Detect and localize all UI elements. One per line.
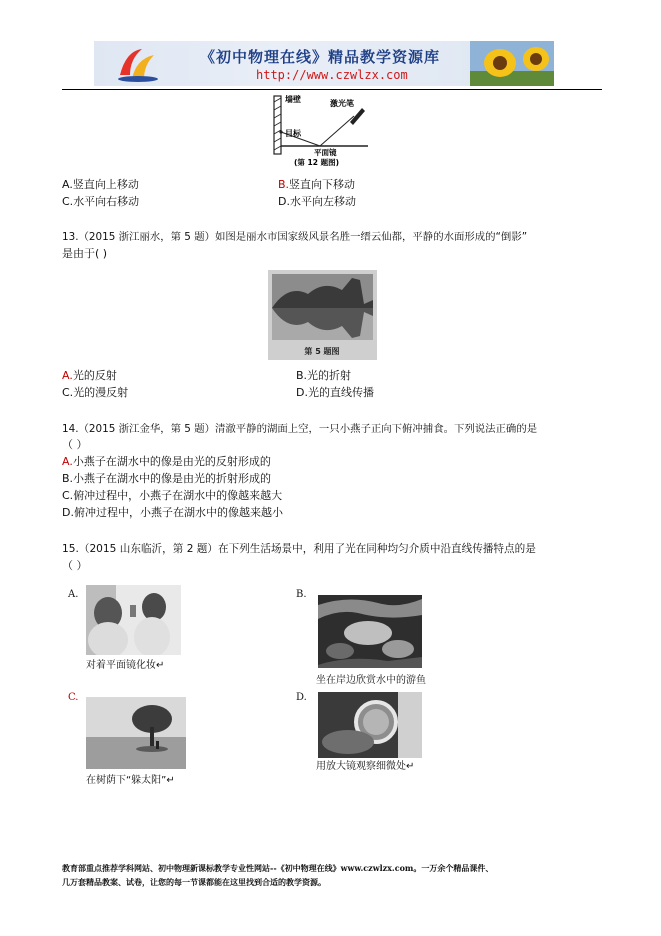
option-text: 竖直向下移动 xyxy=(289,178,356,191)
option-letter: C. xyxy=(62,386,74,399)
q15-stem-line2: （ ） xyxy=(62,559,88,572)
footer-line2: 几万套精品教案、试卷，让您的每一节课都能在这里找到合适的教学资源。 xyxy=(62,877,326,887)
q13-option-c xyxy=(62,386,128,400)
option-text: 光的折射 xyxy=(307,369,352,382)
header-title: 《初中物理在线》精品教学资源库 xyxy=(200,48,441,66)
q15-stem-line1: 15.（2015 山东临沂，第 2 题）在下列生活场景中，利用了光在同种均匀介质中沿直线传播特点的是 xyxy=(62,543,536,555)
q14-option-b xyxy=(62,472,271,486)
sunflower-icon xyxy=(470,41,554,86)
option-text: 竖直向上移动 xyxy=(72,178,139,191)
q15-option-a-photo xyxy=(86,585,181,655)
option-letter: A. xyxy=(62,455,73,468)
option-letter: B. xyxy=(62,472,74,485)
site-logo-icon xyxy=(116,45,160,83)
q13-stem-line1: 13.（2015 浙江丽水，第 5 题）如图是丽水市国家级风景名胜一缙云仙都，平静的水面形成的“倒影” xyxy=(62,231,528,243)
option-letter: C. xyxy=(62,489,74,502)
q15-option-b-letter: B. xyxy=(296,589,307,600)
target-label: 目标 xyxy=(285,129,301,138)
option-text: 俯冲过程中，小燕子在湖水中的像越来越小 xyxy=(73,506,283,519)
option-letter: D. xyxy=(296,386,308,399)
q15-option-a-letter: A. xyxy=(68,589,79,600)
q15-option-a-caption: 对着平面镜化妆↵ xyxy=(86,660,165,671)
option-text: 小燕子在湖水中的像是由光的反射形成的 xyxy=(72,455,271,468)
q15-option-d-photo xyxy=(318,692,422,758)
option-letter: B. xyxy=(278,178,290,191)
q14-option-d xyxy=(62,506,283,520)
q12-option-c xyxy=(62,195,139,209)
option-letter: D. xyxy=(62,506,74,519)
option-letter: B. xyxy=(296,369,308,382)
figure12-caption: (第 12 题图) xyxy=(294,158,340,167)
option-text: 俯冲过程中，小燕子在湖水中的像越来越大 xyxy=(73,489,283,502)
footer-line1: 教育部重点推荐学科网站、初中物理新课标教学专业性网站--《初中物理在线》www.czwlzx.com。一万余个精品课件、 xyxy=(62,863,494,873)
q15-option-d-letter: D. xyxy=(296,692,307,703)
q15-option-c-caption: 在树荫下“躲太阳”↵ xyxy=(86,775,175,786)
q13-stem-line2: 是由于( ) xyxy=(62,247,108,260)
mirror-label: 平面镜 xyxy=(314,148,337,157)
laser-label: 激光笔 xyxy=(330,99,354,108)
q14-stem-line2: （ ） xyxy=(62,438,88,451)
option-letter: A. xyxy=(62,369,73,382)
question12-figure xyxy=(268,92,386,168)
option-letter: C. xyxy=(62,195,74,208)
option-letter: A. xyxy=(62,178,73,191)
option-text: 水平向右移动 xyxy=(73,195,140,208)
figure5-caption: 第 5 题图 xyxy=(304,347,340,356)
q14-option-c xyxy=(62,489,282,503)
q15-option-d-caption: 用放大镜观察细微处↵ xyxy=(316,761,415,772)
q12-option-d xyxy=(278,195,356,209)
header-divider xyxy=(62,89,602,90)
q14-option-a xyxy=(62,455,271,469)
q12-option-b xyxy=(278,178,355,192)
q13-option-b xyxy=(296,369,351,383)
option-text: 小燕子在湖水中的像是由光的折射形成的 xyxy=(73,472,272,485)
option-text: 水平向左移动 xyxy=(289,195,356,208)
q13-option-d xyxy=(296,386,374,400)
q12-option-a xyxy=(62,178,139,192)
q15-option-c-photo xyxy=(86,697,186,769)
option-letter: D. xyxy=(278,195,290,208)
q15-option-b-caption: 坐在岸边欣赏水中的游鱼 xyxy=(316,675,426,686)
q14-stem-line1: 14.（2015 浙江金华，第 5 题）清澈平静的湖面上空，一只小燕子正向下俯冲捕食。下列说法正确的是 xyxy=(62,423,538,435)
wall-label: 墙壁 xyxy=(285,95,301,104)
option-text: 光的直线传播 xyxy=(307,386,374,399)
option-text: 光的反射 xyxy=(72,369,117,382)
option-text: 光的漫反射 xyxy=(73,386,129,399)
question13-figure xyxy=(268,270,377,360)
q13-option-a xyxy=(62,369,117,383)
q15-option-b-photo xyxy=(318,595,422,668)
q15-option-c-letter: C. xyxy=(68,692,79,703)
header-url[interactable]: http://www.czwlzx.com xyxy=(256,68,408,82)
